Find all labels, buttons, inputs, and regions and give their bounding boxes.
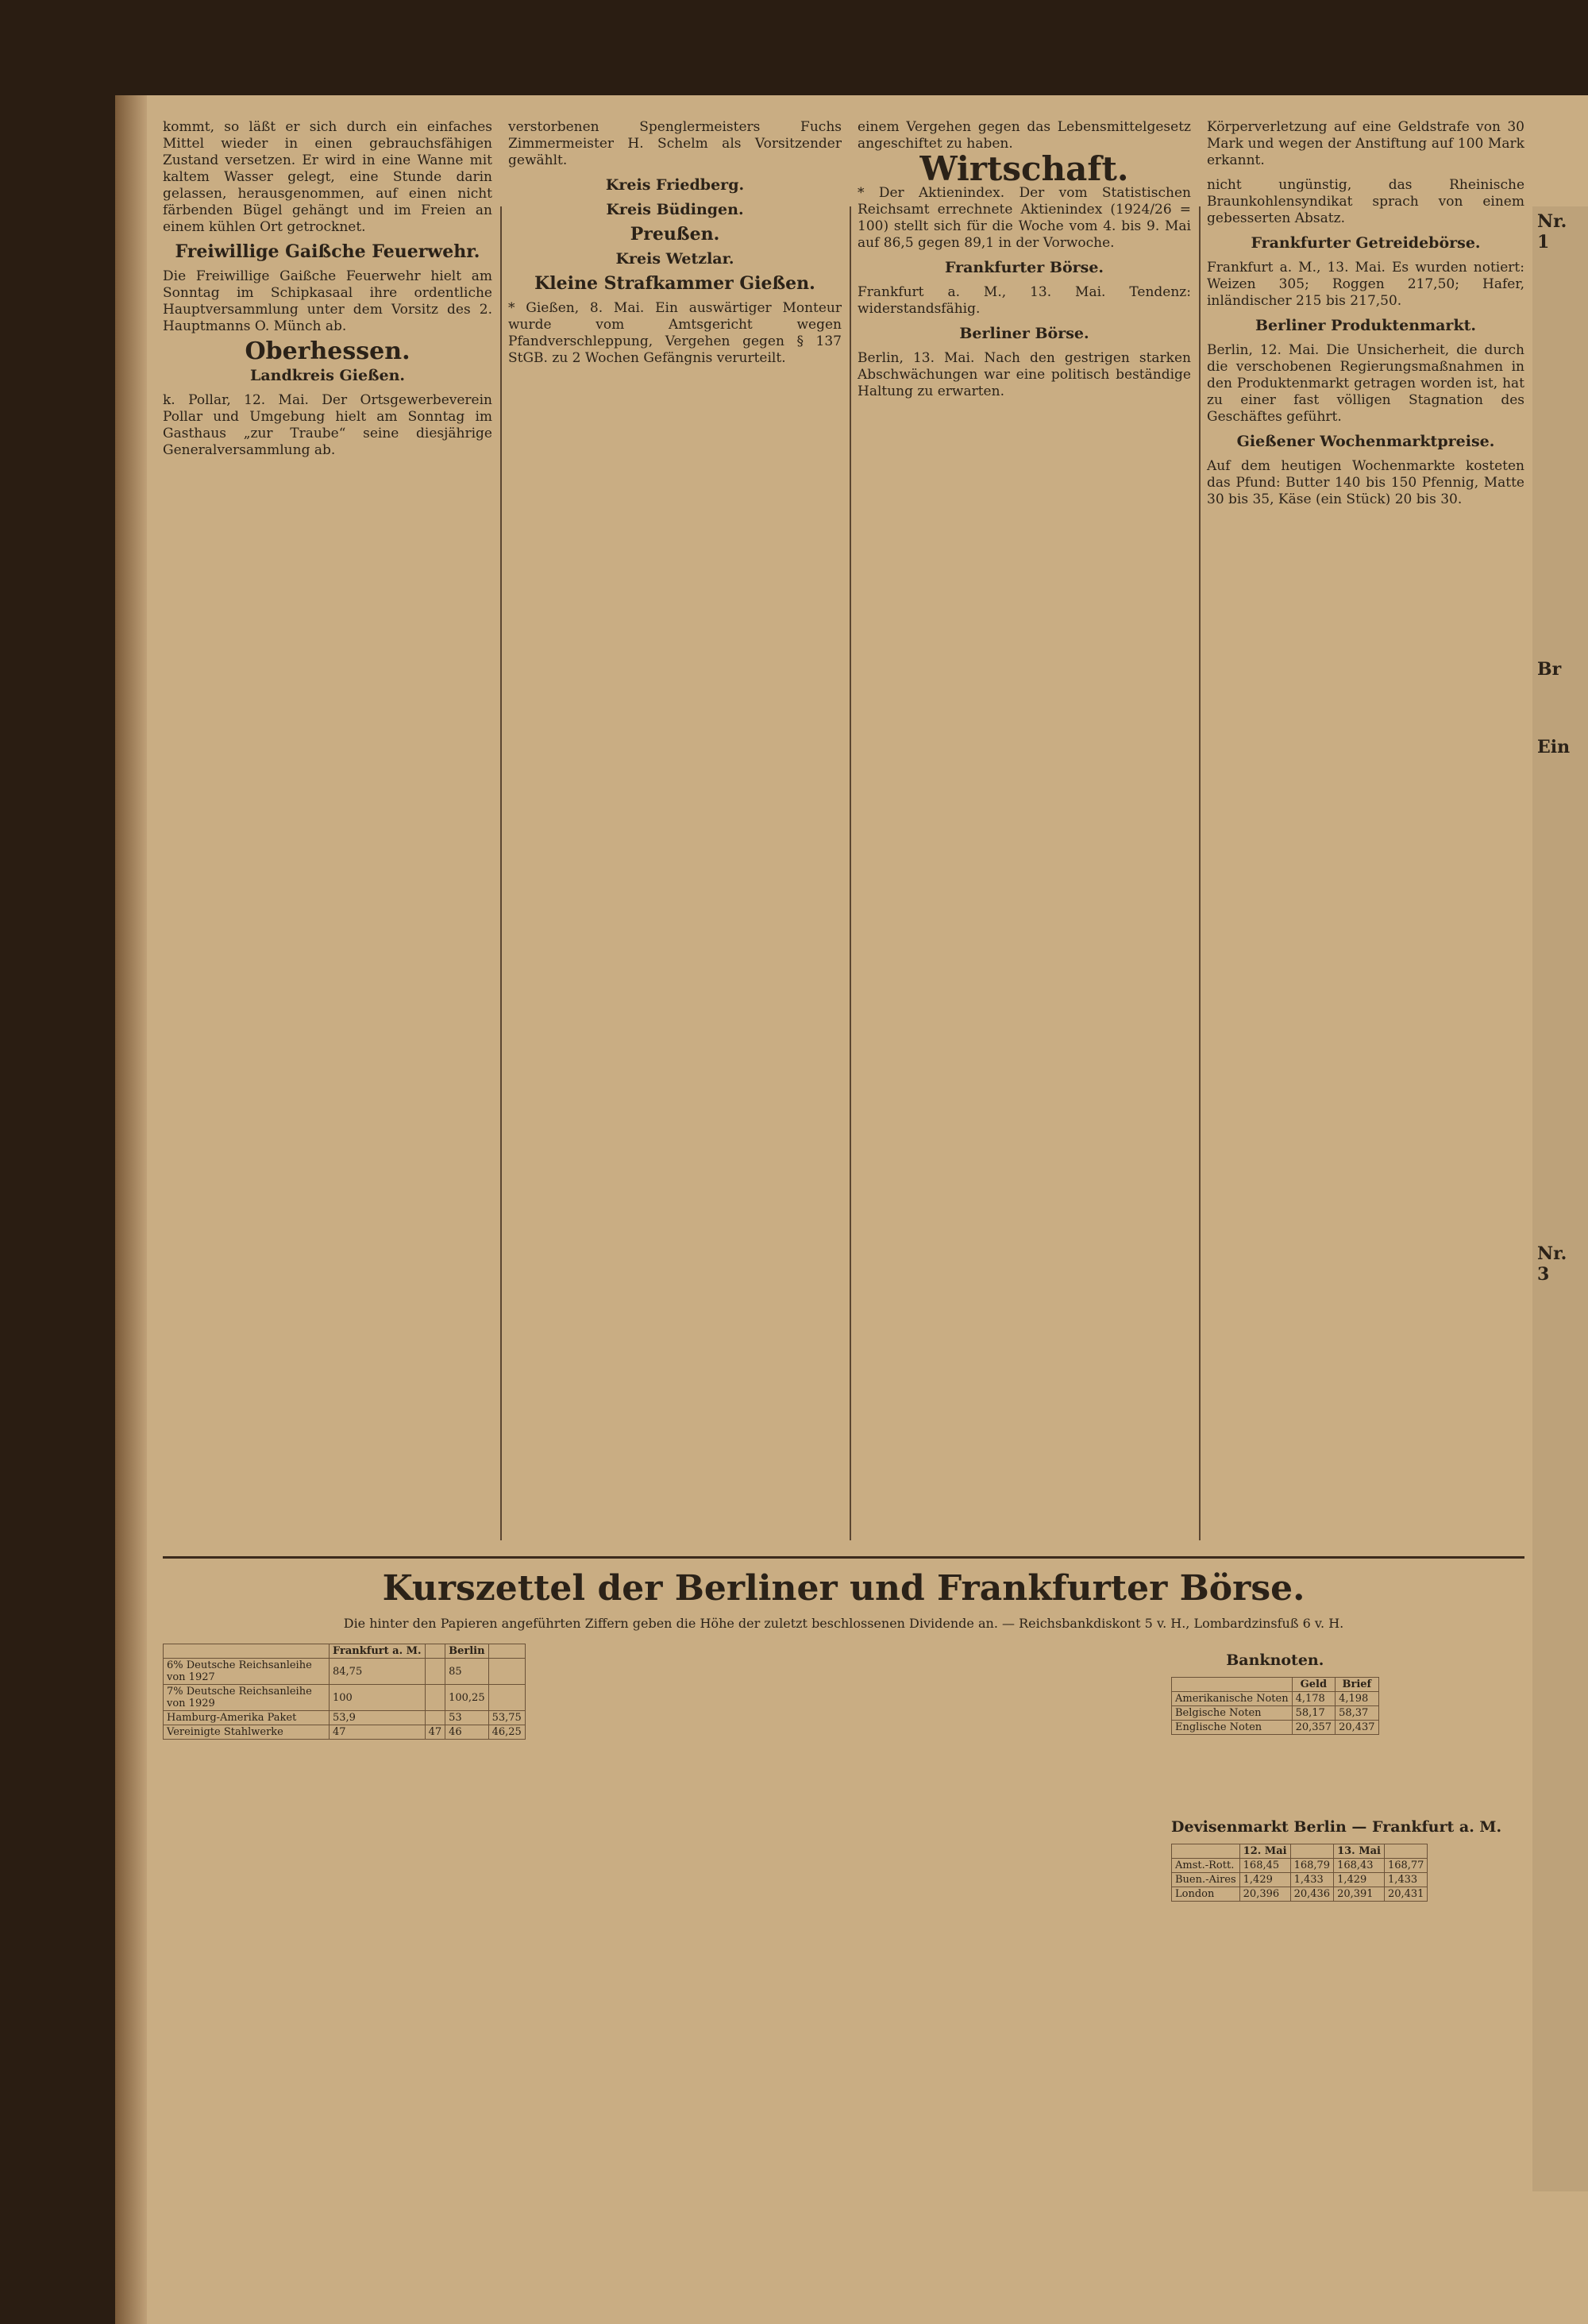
col1-text-feuerwehr: Die Freiwillige Gaißche Feuerwehr hielt am Sonntag im Schipkasaal ihre ordentliche Hauptversammlung unter dem Vorsitz des 2. Hauptmanns O. Münch ab. [163,268,492,334]
devisen-cell: London [1172,1887,1240,1902]
col4-heading-wochenmarkt: Gießener Wochenmarktpreise. [1236,433,1495,450]
col2-heading-preussen: Preußen. [630,224,720,245]
col1-heading-landkreis: Landkreis Gießen. [249,367,406,384]
kurs-cell: 100,25 [445,1685,489,1711]
col3-heading-frankfurt: Frankfurter Börse. [944,259,1104,276]
kurs-header-frankfurt: Frankfurt a. M. [330,1644,426,1659]
col4-text-getreide: Frankfurt a. M., 13. Mai. Es wurden notiert: Weizen 305; Roggen 217,50; Hafer, inländischer 215 bis 217,50. [1207,260,1524,309]
page-edge [115,95,147,2324]
kurszettel-subtitle: Die hinter den Papieren angeführten Ziffern geben die Höhe der zuletzt beschlossenen Dividende an. — Reichsbankdiskont 5 v. H., Lombardzinsfuß 6 v. H. [343,1616,1344,1631]
kurs-cell: 100 [330,1685,426,1711]
col4-intro: Körperverletzung auf eine Geldstrafe von 30 Mark und wegen der Anstiftung auf 100 Mark erkannt. [1207,119,1524,168]
devisen-cell: 1,429 [1334,1873,1385,1887]
col4-text-braunkohle: nicht ungünstig, das Rheinische Braunkohlensyndikat sprach von einem gebesserten Absatz. [1207,177,1524,226]
devisen-title: Devisenmarkt Berlin — Frankfurt a. M. [1171,1818,1502,1836]
column-1 [163,119,492,467]
col3-heading-berlin: Berliner Börse. [959,325,1089,342]
kurs-cell: Vereinigte Stahlwerke [164,1725,330,1740]
kurszettel-title: Kurszettel der Berliner und Frankfurter Börse. [382,1568,1305,1609]
devisen-header: 13. Mai [1334,1844,1385,1859]
col4-text-wochenmarkt: Auf dem heutigen Wochenmarkte kosteten das Pfund: Butter 140 bis 150 Pfennig, Matte 30 bis 35, Käse (ein Stück) 20 bis 30. [1207,458,1524,507]
kurs-cell: 85 [445,1659,489,1685]
kurs-header-berlin-2 [488,1644,525,1659]
col4-text-produkten: Berlin, 12. Mai. Die Unsicherheit, die durch die verschobenen Regierungsmaßnahmen in den Produktenmarkt getragen worden ist, hat zu einer fast völligen Stagnation des Geschäftes geführt. [1207,342,1524,425]
kurs-cell: 6% Deutsche Reichsanleihe von 1927 [164,1659,330,1685]
kurszettel-header-row [164,1644,526,1659]
stub-text: Ein [1537,737,1571,757]
col4-heading-produkten: Berliner Produktenmarkt. [1255,317,1476,334]
banknoten-cell: Amerikanische Noten [1172,1692,1293,1706]
table-row [1172,1706,1379,1721]
kurs-cell: 53,75 [488,1711,525,1725]
table-row [164,1725,526,1740]
banknoten-cell: Belgische Noten [1172,1706,1293,1721]
stub-text: Nr. 1 [1537,211,1567,252]
devisen-cell: 1,433 [1290,1873,1334,1887]
banknoten-header: Brief [1336,1678,1379,1692]
column-rule-2 [850,206,851,1540]
devisen-header [1290,1844,1334,1859]
column-rule-1 [500,206,502,1540]
col2-heading-buedingen: Kreis Büdingen. [606,201,744,218]
kurs-cell [488,1659,525,1685]
kurs-cell: 46 [445,1725,489,1740]
column-4 [1207,119,1524,516]
kurs-cell [425,1659,445,1685]
kurs-cell: 47 [425,1725,445,1740]
kurszettel-table [163,1644,526,1740]
table-row [1172,1692,1379,1706]
banknoten-cell: 4,178 [1292,1692,1336,1706]
col2-text-strafkammer: * Gießen, 8. Mai. Ein auswärtiger Monteur wurde vom Amtsgericht wegen Pfandverschleppung, Vergehen gegen § 137 StGB. zu 2 Wochen Gefängnis verurteilt. [508,300,842,366]
column-2 [508,119,842,375]
devisen-cell: 1,429 [1239,1873,1290,1887]
devisen-cell: 168,79 [1290,1859,1334,1873]
col1-heading-oberhessen: Oberhessen. [245,337,410,365]
table-row [1172,1859,1428,1873]
devisen-cell: 168,77 [1384,1859,1428,1873]
newspaper-page [115,95,1588,2324]
col3-text-berlin: Berlin, 13. Mai. Nach den gestrigen starken Abschwächungen war eine politisch beständige Haltung zu erwarten. [858,350,1191,399]
devisen-cell: 20,436 [1290,1887,1334,1902]
column-3 [858,119,1191,408]
devisen-cell: 168,43 [1334,1859,1385,1873]
devisen-header [1384,1844,1428,1859]
kurs-cell [488,1685,525,1711]
kurs-cell: Hamburg-Amerika Paket [164,1711,330,1725]
devisen-cell: 168,45 [1239,1859,1290,1873]
col3-text-frankfurt: Frankfurt a. M., 13. Mai. Tendenz: widerstandsfähig. [858,284,1191,317]
devisen-header [1172,1844,1240,1859]
col2-heading-friedberg: Kreis Friedberg. [605,176,745,194]
column-rule-3 [1199,206,1201,1540]
kurs-cell: 47 [330,1725,426,1740]
col1-intro: kommt, so läßt er sich durch ein einfaches Mittel wieder in einen gebrauchsfähigen Zustand versetzen. Er wird in eine Wanne mit kaltem Wasser gelegt, eine Stunde darin gelassen, herausgenommen, auf einen nicht färbenden Bügel gehängt und im Freien an einem kühlen Ort getrocknet. [163,119,492,235]
col3-text-aktienindex: * Der Aktienindex. Der vom Statistischen Reichsamt errechnete Aktienindex (1924/26 = 100) stellt sich für die Woche vom 4. bis 9. Mai auf 86,5 gegen 89,1 in der Vorwoche. [858,185,1191,251]
table-row [1172,1887,1428,1902]
kurs-cell: 7% Deutsche Reichsanleihe von 1929 [164,1685,330,1711]
kurszettel-top-rule [163,1556,1524,1559]
devisen-cell: Amst.-Rott. [1172,1859,1240,1873]
col2-intro: verstorbenen Spenglermeisters Fuchs Zimmermeister H. Schelm als Vorsitzender gewählt. [508,119,842,168]
banknoten-header: Geld [1292,1678,1336,1692]
devisen-header-row [1172,1844,1428,1859]
kurs-cell: 84,75 [330,1659,426,1685]
col1-text-pollar: k. Pollar, 12. Mai. Der Ortsgewerbeverein Pollar und Umgebung hielt am Sonntag im Gasthaus „zur Traube“ seine diesjährige Generalversammlung ab. [163,392,492,458]
kurs-cell: 53 [445,1711,489,1725]
col3-heading-wirtschaft: Wirtschaft. [919,149,1129,188]
table-row [164,1659,526,1685]
devisen-cell: 20,391 [1334,1887,1385,1902]
kurs-header-frankfurt-2 [425,1644,445,1659]
col2-heading-wetzlar: Kreis Wetzlar. [615,250,734,268]
adjacent-page-stub [1532,206,1588,2191]
col3-intro: einem Vergehen gegen das Lebensmittelgesetz angeschiftet zu haben. [858,119,1191,152]
table-row [1172,1873,1428,1887]
banknoten-cell: 58,37 [1336,1706,1379,1721]
banknoten-header-row [1172,1678,1379,1692]
table-row [164,1685,526,1711]
devisen-cell: 20,431 [1384,1887,1428,1902]
col1-heading-feuerwehr: Freiwillige Gaißche Feuerwehr. [175,241,480,262]
banknoten-title: Banknoten. [1226,1651,1324,1669]
banknoten-cell: 58,17 [1292,1706,1336,1721]
kurs-cell: 53,9 [330,1711,426,1725]
devisen-cell: 20,396 [1239,1887,1290,1902]
devisen-table [1171,1810,1501,1902]
devisen-cell: 1,433 [1384,1873,1428,1887]
banknoten-header [1172,1678,1293,1692]
col4-heading-getreide: Frankfurter Getreidebörse. [1251,234,1481,252]
table-row [1172,1721,1379,1735]
stub-text: Nr. 3 [1537,1243,1567,1285]
kurs-cell [425,1685,445,1711]
devisen-cell: Buen.-Aires [1172,1873,1240,1887]
kurs-cell: 46,25 [488,1725,525,1740]
col2-heading-strafkammer: Kleine Strafkammer Gießen. [534,273,815,294]
kurs-header-name [164,1644,330,1659]
stub-text: Br [1537,659,1562,680]
banknoten-cell: 20,437 [1336,1721,1379,1735]
kurs-cell [425,1711,445,1725]
banknoten-cell: Englische Noten [1172,1721,1293,1735]
banknoten-cell: 20,357 [1292,1721,1336,1735]
banknoten-table [1171,1644,1379,1735]
devisen-header: 12. Mai [1239,1844,1290,1859]
table-row [164,1711,526,1725]
banknoten-cell: 4,198 [1336,1692,1379,1706]
kurs-header-berlin: Berlin [445,1644,489,1659]
